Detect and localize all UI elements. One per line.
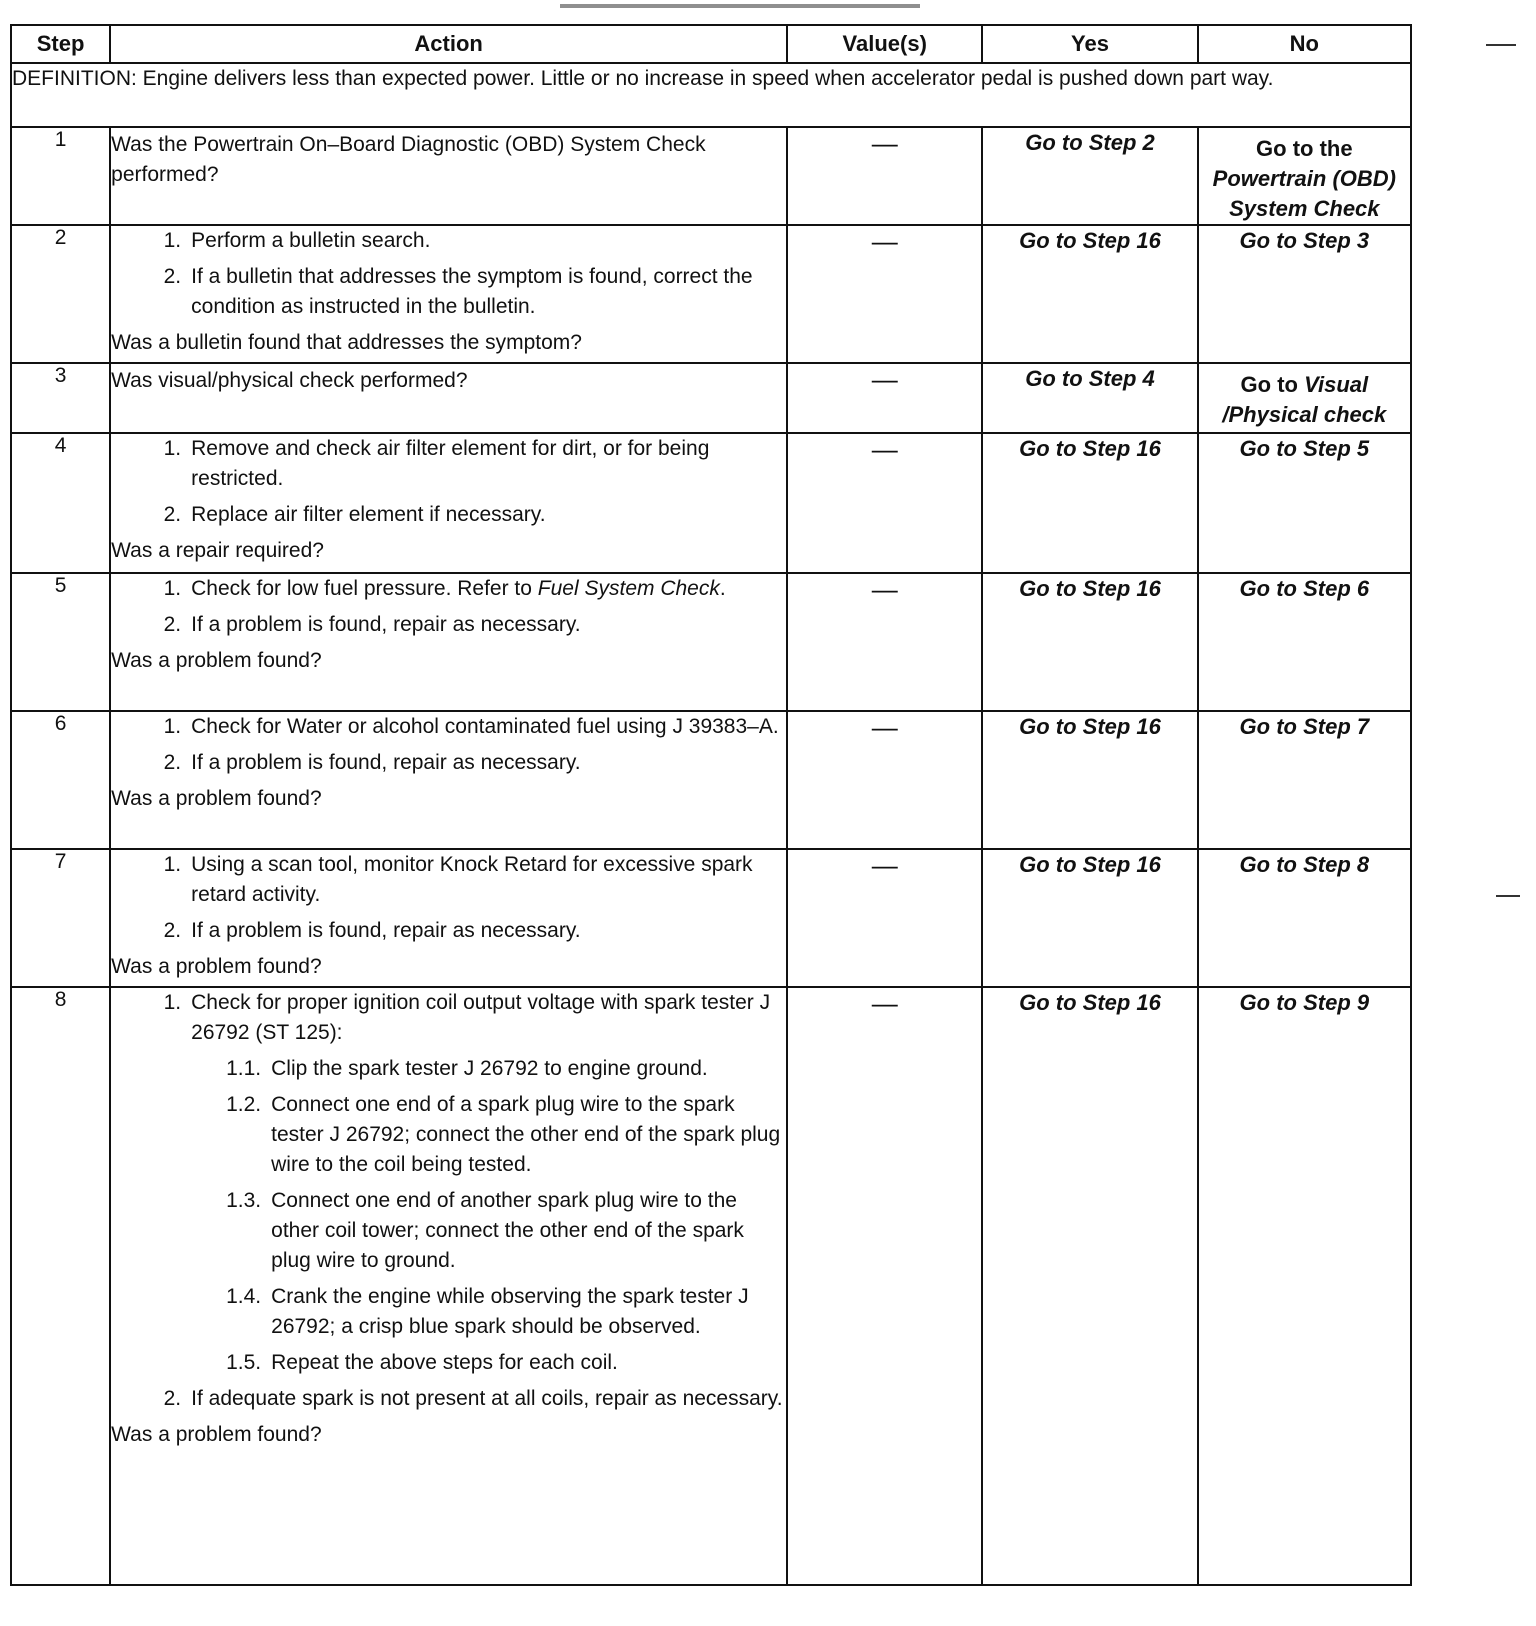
list-num: 2. [163,1387,182,1410]
list-text: Using a scan tool, monitor Knock Retard for excessive spark retard activity. [191,853,753,906]
sub-list-num: 1.4. [226,1285,262,1308]
action-cell [110,849,787,987]
action-question: Was a bulletin found that addresses the symptom? [111,331,582,354]
header-row [11,25,1411,63]
action-question: Was a problem found? [111,1423,322,1446]
action-cell [110,433,787,573]
list-num: 1. [163,853,182,876]
action-cell [110,363,787,433]
list-item [111,610,786,640]
fuel-system-check-ref: Fuel System Check [537,577,720,600]
action-cell [110,573,787,711]
list-num: 2. [163,503,182,526]
no-cell: Go to Step 7 [1198,711,1411,849]
list-text: Replace air filter element if necessary. [191,503,546,526]
sub-list-text: Clip the spark tester J 26792 to engine ground. [271,1057,708,1080]
list-num: 2. [163,265,182,288]
list-text: Remove and check air filter element for dirt, or for being restricted. [191,437,710,490]
sub-list-num: 1.2. [226,1093,262,1116]
list-num: 1. [163,229,182,252]
no-cell: Go to Step 9 [1198,987,1411,1585]
sub-list-text: Connect one end of another spark plug wire to the other coil tower; connect the other end of the spark plug wire to ground. [271,1189,744,1272]
header-no: No [1198,25,1411,63]
table-row [11,849,1411,987]
list-item [111,712,786,742]
no-cell: Go to Step 8 [1198,849,1411,987]
list-item [111,434,786,494]
value-cell: — [787,711,982,849]
list-item [111,916,786,946]
action-cell [110,225,787,363]
action-question: Was a repair required? [111,539,324,562]
value-cell: — [787,225,982,363]
value-cell: — [787,127,982,225]
definition-text: DEFINITION: Engine delivers less than expected power. Little or no increase in speed when accelerator pedal is pushed down part way. [11,63,1411,127]
list-num: 2. [163,613,182,636]
action-question: Was the Powertrain On–Board Diagnostic (OBD) System Check performed? [111,133,706,186]
sub-list-text: Crank the engine while observing the spark tester J 26792; a crisp blue spark should be observed. [271,1285,749,1338]
table-row [11,573,1411,711]
list-item [111,500,786,530]
sub-list-num: 1.1. [226,1057,262,1080]
yes-cell: Go to Step 16 [982,849,1197,987]
list-item [111,850,786,910]
action-cell [110,711,787,849]
action-question: Was visual/physical check performed? [111,369,468,392]
list-text: Perform a bulletin search. [191,229,431,252]
value-cell: — [787,573,982,711]
list-text: Check for low fuel pressure. Refer to Fuel System Check. [191,577,726,600]
value-cell: — [787,849,982,987]
table-row [11,225,1411,363]
list-text: Check for Water or alcohol contaminated fuel using J 39383–A. [191,715,779,738]
yes-cell: Go to Step 16 [982,711,1197,849]
header-step: Step [11,25,110,63]
list-text-prefix: Check for low fuel pressure. Refer to [191,577,532,600]
step-number: 7 [11,849,110,987]
list-num: 2. [163,751,182,774]
action-question: Was a problem found? [111,955,322,978]
yes-cell: Go to Step 16 [982,987,1197,1585]
no-italic: Powertrain (OBD) System Check [1212,166,1396,221]
no-cell: Go to Step 3 [1198,225,1411,363]
list-item [111,262,786,322]
no-cell [1198,363,1411,433]
action-question: Was a problem found? [111,649,322,672]
sub-list-item [111,1348,786,1378]
list-item [111,748,786,778]
list-num: 1. [163,437,182,460]
step-number: 3 [11,363,110,433]
definition-row [11,63,1411,127]
scan-mark-right-2 [1496,895,1520,897]
sub-list-num: 1.3. [226,1189,262,1212]
table-row [11,711,1411,849]
step-number: 5 [11,573,110,711]
sub-list-num: 1.5. [226,1351,262,1374]
step-number: 6 [11,711,110,849]
sub-list-item [111,1282,786,1342]
value-cell: — [787,433,982,573]
sub-list-text: Repeat the above steps for each coil. [271,1351,618,1374]
no-prefix: Go to the [1256,136,1353,161]
action-question: Was a problem found? [111,787,322,810]
table-row [11,363,1411,433]
yes-cell: Go to Step 16 [982,433,1197,573]
list-text: If a problem is found, repair as necessary. [191,613,581,636]
yes-cell: Go to Step 2 [982,127,1197,225]
list-num: 1. [163,715,182,738]
sub-list-item [111,1090,786,1180]
list-text: If a problem is found, repair as necessary. [191,751,581,774]
sub-list-item [111,1186,786,1276]
sub-list-text: Connect one end of a spark plug wire to the spark tester J 26792; connect the other end of the spark plug wire to the coil being tested. [271,1093,781,1176]
header-yes: Yes [982,25,1197,63]
diagnostic-table [10,24,1412,1586]
list-num: 1. [163,991,182,1014]
list-num: 1. [163,577,182,600]
step-number: 8 [11,987,110,1585]
value-cell: — [787,987,982,1585]
no-prefix: Go to [1240,372,1298,397]
action-cell [110,987,787,1585]
yes-cell: Go to Step 4 [982,363,1197,433]
action-cell [110,127,787,225]
list-item [111,226,786,256]
list-text: If a bulletin that addresses the symptom is found, correct the condition as instructed in the bulletin. [191,265,753,318]
scan-mark-right-1 [1486,44,1516,46]
header-values: Value(s) [787,25,982,63]
list-text: If adequate spark is not present at all coils, repair as necessary. [191,1387,783,1410]
yes-cell: Go to Step 16 [982,225,1197,363]
step-number: 2 [11,225,110,363]
table-row [11,433,1411,573]
step-number: 4 [11,433,110,573]
step-number: 1 [11,127,110,225]
no-cell: Go to Step 5 [1198,433,1411,573]
table-row [11,987,1411,1585]
list-item [111,574,786,604]
list-item [111,1384,786,1414]
no-cell [1198,127,1411,225]
list-item [111,988,786,1048]
sub-list-item [111,1054,786,1084]
no-cell: Go to Step 6 [1198,573,1411,711]
no-italic: Visual /Physical check [1222,372,1387,427]
value-cell: — [787,363,982,433]
list-num: 2. [163,919,182,942]
header-action: Action [110,25,787,63]
yes-cell: Go to Step 16 [982,573,1197,711]
list-text: Check for proper ignition coil output voltage with spark tester J 26792 (ST 125): [191,991,771,1044]
list-text: If a problem is found, repair as necessary. [191,919,581,942]
table-row [11,127,1411,225]
scan-mark-top [560,4,920,8]
